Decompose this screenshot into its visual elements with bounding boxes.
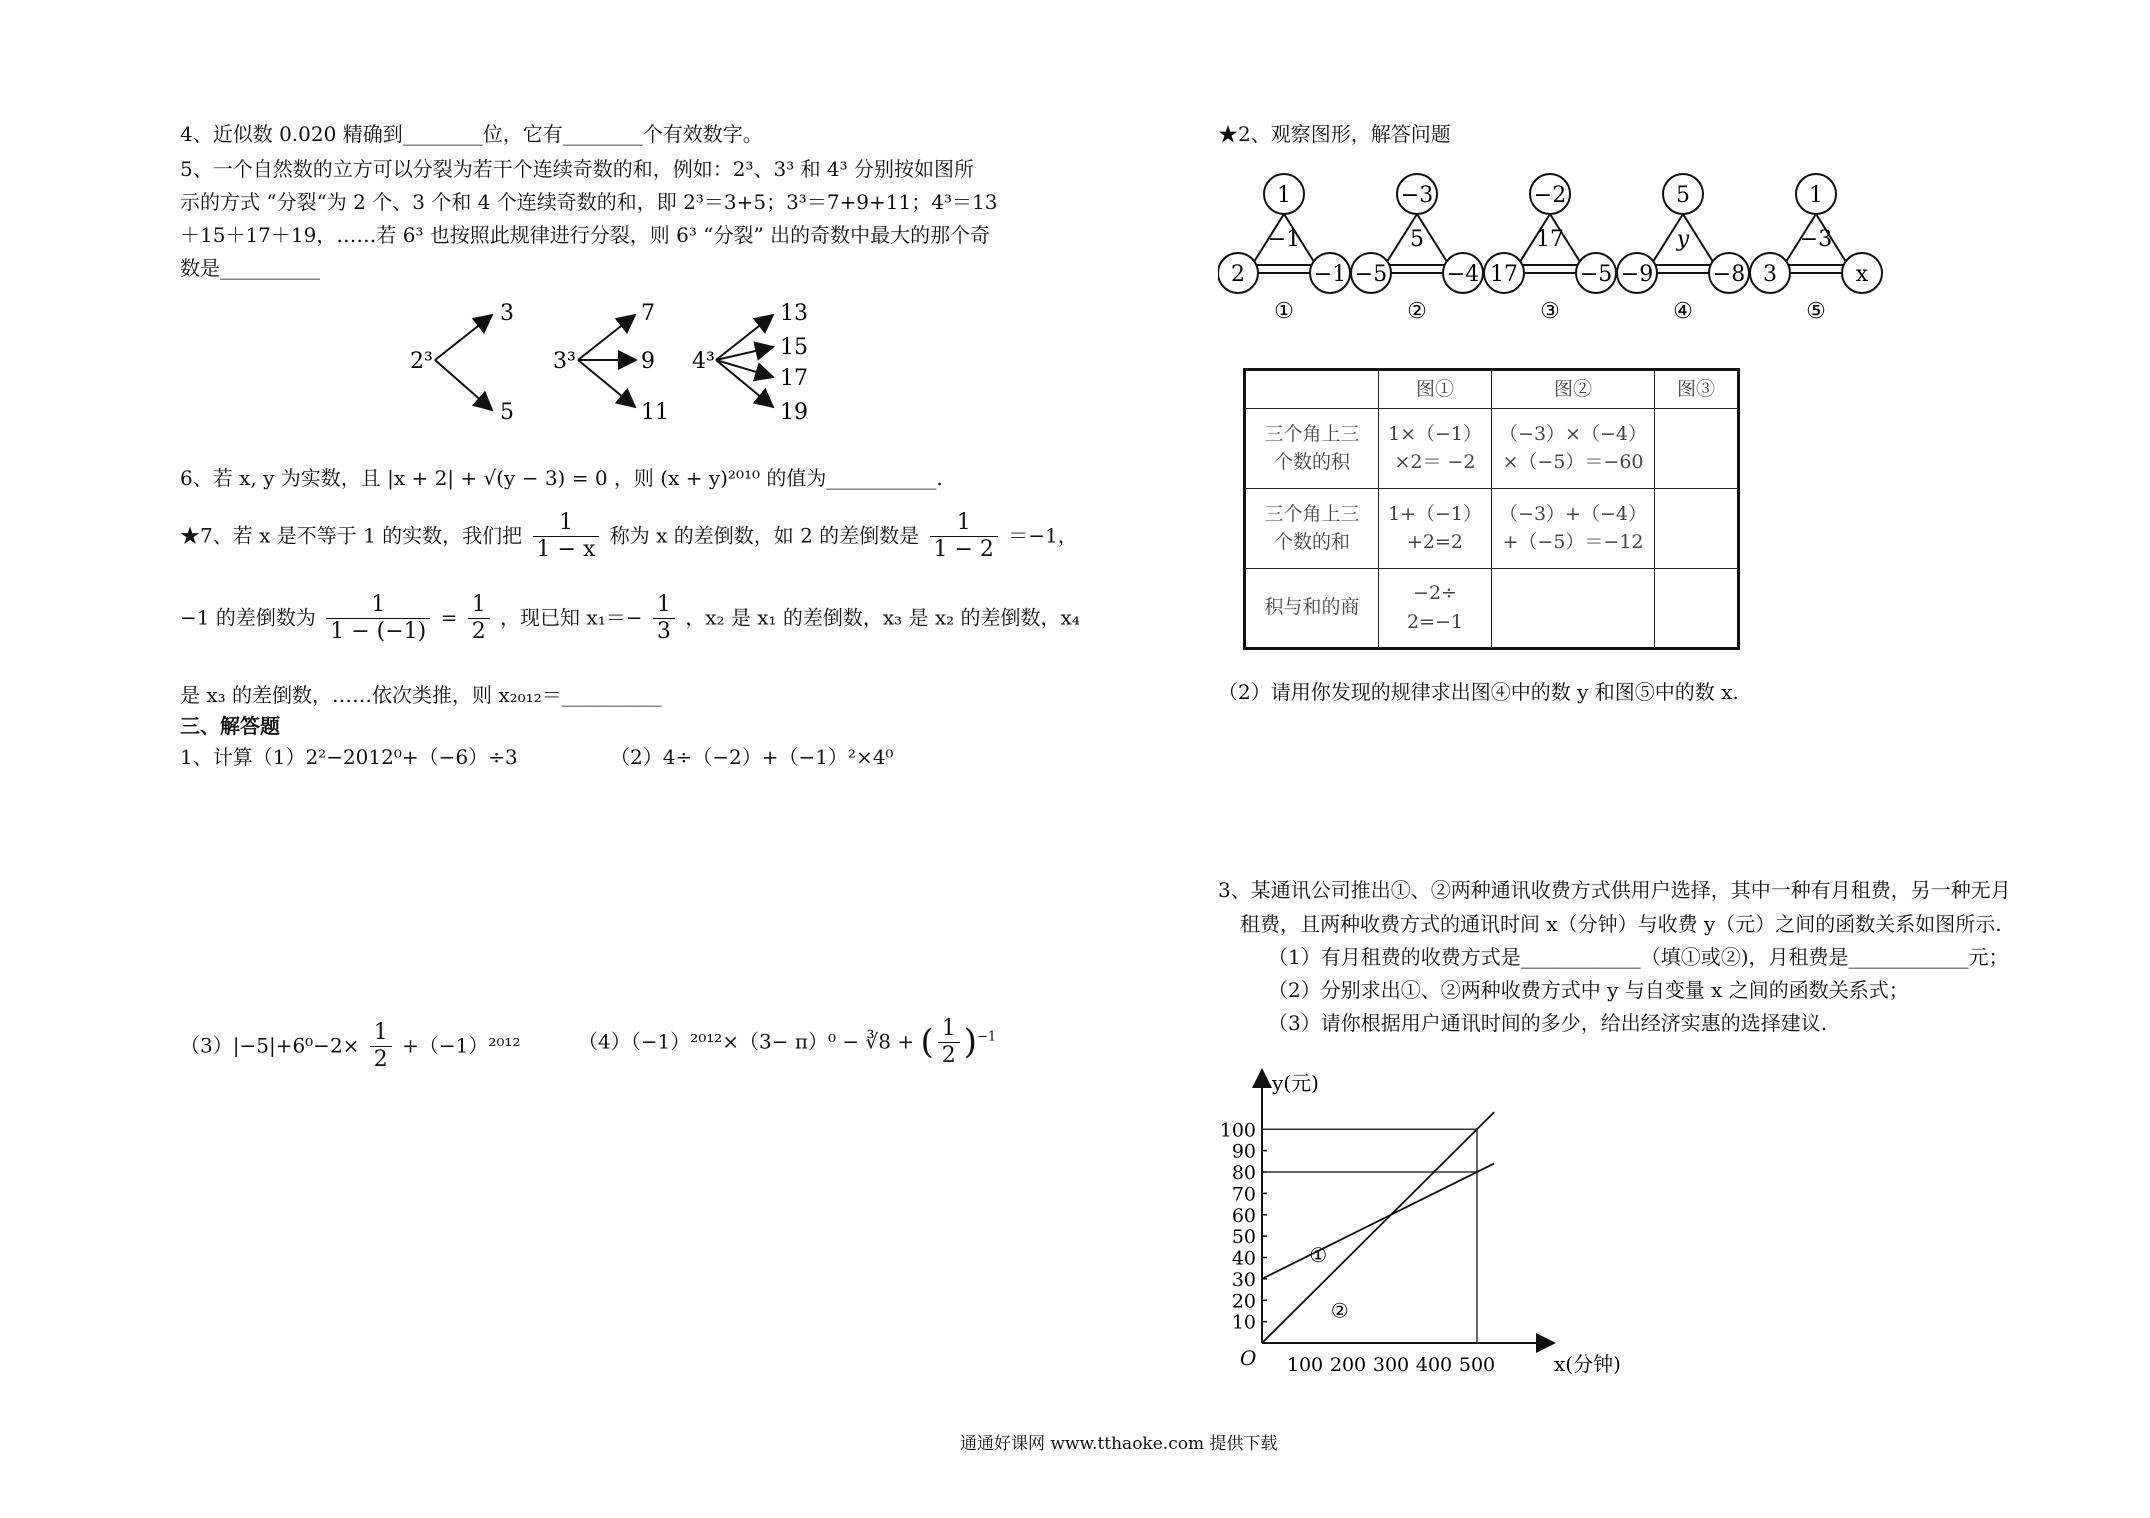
split-out-2-b: 5 (500, 400, 514, 425)
question-5-line1: 5、一个自然数的立方可以分裂为若干个连续奇数的和，例如：2³、3³ 和 4³ 分别按如图所 (180, 157, 975, 181)
x-tick-label: 500 (1458, 1354, 1496, 1376)
table-header-cell: 图③ (1655, 370, 1739, 409)
table-cell: 1×（−1） ×2＝ −2 (1379, 408, 1492, 488)
question-7-line2 (180, 592, 1080, 646)
triangle-label: ⑤ (1806, 299, 1826, 324)
split-out-4-a: 13 (780, 301, 808, 326)
table-cell: −2÷ 2=−1 (1379, 568, 1492, 648)
triangle-left-value: −9 (1620, 262, 1654, 287)
split-base-3: 3³ (553, 349, 576, 374)
q7-fraction-3: $\frac{1}{1 - (-1)}$ (326, 592, 430, 646)
split-out-2-a: 3 (500, 301, 514, 326)
y-tick-label: 40 (1231, 1247, 1256, 1270)
triangle-left-value: −5 (1354, 262, 1388, 287)
triangle-figure (1218, 174, 1350, 324)
calc-4-paren-fraction: ( $\frac{1}{2}$ ) (920, 1016, 977, 1069)
calc-4-text: （4）（−1）²⁰¹²×（3− π）⁰ − ∛8 + (578, 1029, 915, 1054)
q7-text-f: ，x₂ 是 x₁ 的差倒数，x₃ 是 x₂ 的差倒数，x₄ (685, 605, 1080, 630)
question-3-line2: 租费，且两种收费方式的通讯时间 x（分钟）与收费 y（元）之间的函数关系如图所示. (1240, 912, 2002, 936)
q7-fraction-2: $\frac{1}{1 - 2}$ (930, 510, 998, 564)
calc-1: 1、计算（1）2²−2012⁰+（−6）÷3 (180, 745, 518, 769)
series-1-label: ① (1309, 1242, 1328, 1267)
triangle-label: ② (1407, 299, 1427, 324)
split-out-3-b: 9 (641, 349, 655, 374)
y-tick-label: 10 (1231, 1311, 1256, 1334)
table-cell: （−3）+（−4） +（−5）＝−12 (1492, 488, 1655, 568)
triangle-top-value: −2 (1533, 183, 1567, 208)
triangle-center-value: 5 (1410, 227, 1424, 252)
table-cell: 积与和的商 (1245, 568, 1379, 648)
table-row (1245, 568, 1739, 648)
table-cell: （−3）×（−4） ×（−5）＝−60 (1492, 408, 1655, 488)
triangle-label: ① (1274, 299, 1294, 324)
split-base-2: 2³ (410, 349, 433, 374)
q7-text-d: −1 的差倒数为 (180, 605, 316, 630)
table-header-row (1245, 370, 1739, 409)
split-out-4-c: 17 (780, 366, 808, 391)
triangle-center-value: 17 (1536, 227, 1564, 252)
y-tick-label: 80 (1231, 1162, 1256, 1184)
triangle-center-value: y (1676, 227, 1690, 252)
x-tick-label: 400 (1415, 1354, 1453, 1376)
triangle-label: ③ (1540, 299, 1560, 324)
y-tick-label: 90 (1231, 1140, 1256, 1163)
table-cell (1655, 408, 1739, 488)
table-cell (1655, 568, 1739, 648)
triangle-center-value: −1 (1267, 227, 1301, 252)
question-5-line3: ＋15＋17＋19，……若 6³ 也按照此规律进行分裂，则 6³ “分裂” 出的奇数中最大的那个奇 (180, 223, 991, 247)
split-base-4: 4³ (692, 349, 715, 374)
question-7-line3: 是 x₃ 的差倒数，……依次类推，则 x₂₀₁₂＝__________ (180, 683, 662, 707)
triangle-top-value: 1 (1277, 183, 1291, 208)
question-4: 4、近似数 0.020 精确到________位，它有________个有效数字。 (180, 122, 763, 146)
table-cell: 三个角上三 个数的积 (1245, 408, 1379, 488)
triangle-right-value: −1 (1313, 262, 1347, 287)
triangle-top-value: 5 (1676, 183, 1690, 208)
triangle-left-value: 3 (1763, 262, 1777, 287)
table-row (1245, 488, 1739, 568)
question-3-sub2: （2）分别求出①、②两种收费方式中 y 与自变量 x 之间的函数关系式； (1268, 978, 1909, 1002)
table-cell: 三个角上三 个数的和 (1245, 488, 1379, 568)
y-axis-label: y(元) (1272, 1071, 1319, 1095)
triangle-left-value: 17 (1490, 262, 1518, 287)
calc-3-text-b: +（−1）²⁰¹² (402, 1033, 521, 1058)
calc-3 (180, 1020, 520, 1074)
x-tick-label: 200 (1329, 1354, 1367, 1376)
triangle-center-value: −3 (1799, 227, 1833, 252)
calc-4 (578, 1016, 996, 1070)
section-3-heading: 三、解答题 (180, 714, 280, 738)
triangle-figure (1484, 174, 1616, 324)
calc-2: （2）4÷（−2）+（−1）²×4⁰ (610, 745, 894, 769)
question-2-title: ★2、观察图形，解答问题 (1218, 122, 1451, 146)
x-tick-label: 100 (1286, 1354, 1324, 1376)
cube-split-diagram (400, 295, 840, 435)
table-cell (1655, 488, 1739, 568)
split-out-3-c: 11 (641, 400, 669, 425)
x-tick-label: 300 (1372, 1354, 1410, 1376)
question-3-line1: 3、某通讯公司推出①、②两种通讯收费方式供用户选择，其中一种有月租费，另一种无月 (1218, 878, 2011, 902)
question-2-sub2: （2）请用你发现的规律求出图④中的数 y 和图⑤中的数 x. (1218, 680, 1739, 704)
triangle-figure (1617, 174, 1749, 324)
calc-4-exponent: −1 (976, 1029, 997, 1045)
q7-text-e: ，现已知 x₁＝− (500, 605, 643, 630)
y-tick-label: 70 (1231, 1183, 1256, 1206)
y-tick-label: 30 (1231, 1268, 1256, 1291)
q7-fraction-1: $\frac{1}{1 - x}$ (533, 510, 600, 564)
triangle-right-value: −8 (1712, 262, 1746, 287)
q7-fraction-4: $\frac{1}{2}$ (468, 592, 490, 646)
origin-label: O (1240, 1346, 1257, 1370)
q7-text-a: ★7、若 x 是不等于 1 的实数，我们把 (180, 523, 523, 548)
triangle-label: ④ (1673, 299, 1693, 324)
triangle-left-value: 2 (1231, 262, 1245, 287)
table-cell (1492, 568, 1655, 648)
question-5-line2: 示的方式 “分裂“为 2 个、3 个和 4 个连续奇数的和，即 2³＝3+5；3³＝7+9+11；4³＝13 (180, 190, 998, 214)
triangle-figure (1351, 174, 1483, 324)
calc-3-text-a: （3）|−5|+6⁰−2× (180, 1033, 360, 1058)
triangle-right-value: −5 (1579, 262, 1613, 287)
y-tick-label: 100 (1219, 1119, 1256, 1142)
question-7-line1 (180, 510, 1078, 564)
question-6: 6、若 x, y 为实数，且 |x + 2| + √(y − 3) = 0 ，则 (x + y)²⁰¹⁰ 的值为___________. (180, 466, 943, 490)
y-tick-label: 20 (1231, 1290, 1256, 1313)
y-tick-label: 50 (1231, 1226, 1256, 1249)
table-header-cell: 图① (1379, 370, 1492, 409)
x-axis-label: x(分钟) (1554, 1352, 1621, 1376)
triangle-figures (1218, 168, 1898, 328)
footer: 通通好课网 www.tthaoke.com 提供下载 (960, 1434, 1278, 1454)
q7-equals: = (440, 605, 458, 630)
table-header-cell (1245, 370, 1379, 409)
q7-fraction-5: $\frac{1}{3}$ (653, 592, 675, 646)
triangle-figure (1750, 174, 1882, 324)
triangle-right-value: x (1855, 262, 1869, 287)
fee-graph (1210, 1060, 1630, 1380)
series-line-1 (1262, 1163, 1494, 1278)
split-out-3-a: 7 (641, 301, 655, 326)
question-3-sub1: （1）有月租费的收费方式是____________（填①或②)，月租费是____________元； (1268, 945, 2009, 969)
question-5-line4: 数是__________ (180, 256, 320, 280)
q7-text-b: 称为 x 的差倒数，如 2 的差倒数是 (609, 523, 920, 548)
table-cell: 1+（−1） +2=2 (1379, 488, 1492, 568)
split-out-4-b: 15 (780, 335, 808, 360)
table-row (1245, 408, 1739, 488)
y-tick-label: 60 (1231, 1204, 1256, 1227)
split-out-4-d: 19 (780, 400, 808, 425)
triangle-right-value: −4 (1446, 262, 1480, 287)
triangle-top-value: −3 (1400, 183, 1434, 208)
question-3-sub3: （3）请你根据用户通讯时间的多少，给出经济实惠的选择建议. (1268, 1011, 1828, 1035)
table-header-cell: 图② (1492, 370, 1655, 409)
calc-3-fraction: $\frac{1}{2}$ (370, 1020, 392, 1074)
series-2-label: ② (1330, 1298, 1349, 1323)
triangle-top-value: 1 (1809, 183, 1823, 208)
rule-table (1243, 368, 1740, 650)
series-line-2 (1262, 1112, 1494, 1343)
q7-text-c: ＝−1， (1008, 523, 1078, 548)
